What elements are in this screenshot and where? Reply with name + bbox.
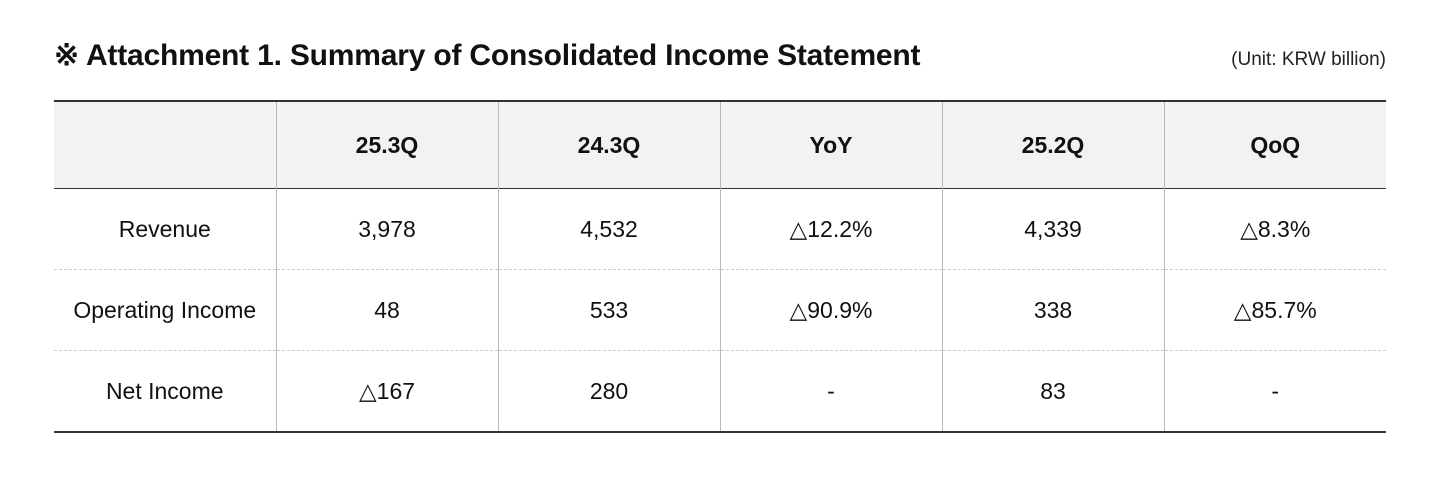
- cell-operating-income-24-3q: 533: [498, 270, 720, 351]
- table-header-row: [54, 101, 1386, 189]
- cell-operating-income-qoq: △85.7%: [1164, 270, 1386, 351]
- page-title: ※ Attachment 1. Summary of Consolidated Income Statement: [54, 39, 921, 72]
- cell-revenue-yoy: △12.2%: [720, 189, 942, 270]
- cell-revenue-24-3q: 4,532: [498, 189, 720, 270]
- column-header-qoq: QoQ: [1164, 101, 1386, 189]
- column-header-24-3q: 24.3Q: [498, 101, 720, 189]
- cell-net-income-yoy: -: [720, 351, 942, 433]
- cell-operating-income-25-2q: 338: [942, 270, 1164, 351]
- column-header-blank: [54, 101, 276, 189]
- row-label-net-income: Net Income: [54, 351, 276, 433]
- cell-net-income-24-3q: 280: [498, 351, 720, 433]
- column-header-25-3q: 25.3Q: [276, 101, 498, 189]
- cell-revenue-25-3q: 3,978: [276, 189, 498, 270]
- row-label-operating-income: Operating Income: [54, 270, 276, 351]
- table-row: [54, 270, 1386, 351]
- cell-revenue-qoq: △8.3%: [1164, 189, 1386, 270]
- table-header: [54, 101, 1386, 189]
- row-label-revenue: Revenue: [54, 189, 276, 270]
- cell-operating-income-yoy: △90.9%: [720, 270, 942, 351]
- table-row: [54, 351, 1386, 433]
- column-header-25-2q: 25.2Q: [942, 101, 1164, 189]
- cell-revenue-25-2q: 4,339: [942, 189, 1164, 270]
- column-header-yoy: YoY: [720, 101, 942, 189]
- income-statement-table: [54, 100, 1386, 433]
- cell-net-income-25-2q: 83: [942, 351, 1164, 433]
- title-row: [54, 38, 1386, 73]
- unit-note: (Unit: KRW billion): [1231, 49, 1386, 70]
- table-body: [54, 189, 1386, 433]
- table-row: [54, 189, 1386, 270]
- cell-net-income-25-3q: △167: [276, 351, 498, 433]
- cell-operating-income-25-3q: 48: [276, 270, 498, 351]
- cell-net-income-qoq: -: [1164, 351, 1386, 433]
